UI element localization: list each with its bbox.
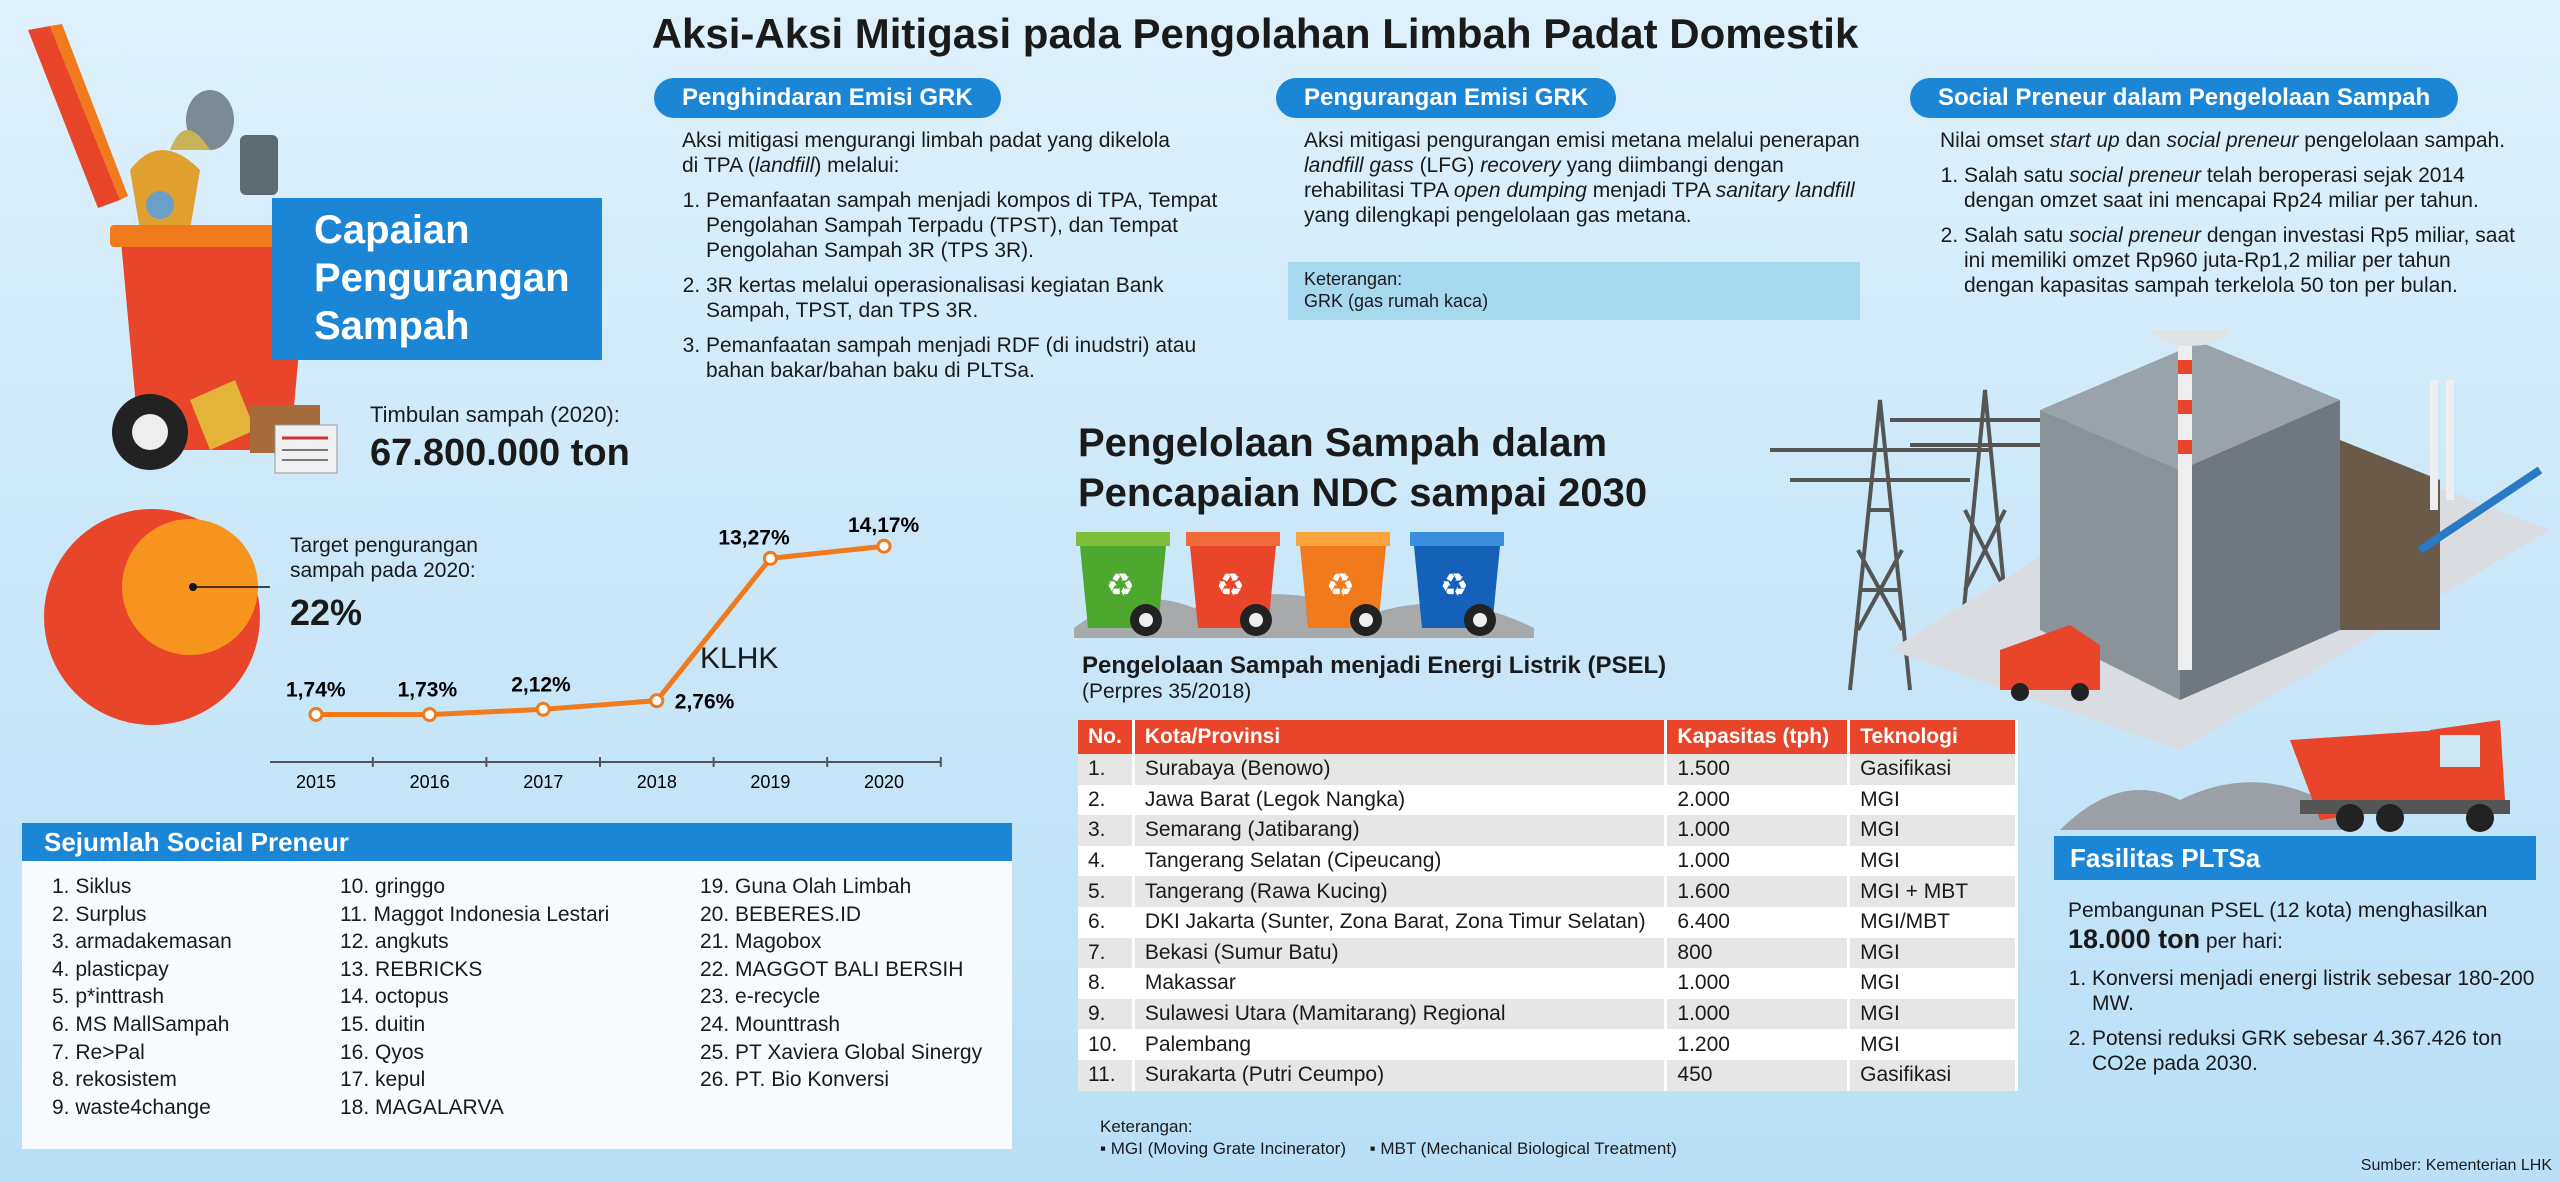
data-label: 13,27% [718,526,790,550]
penghindaran-item-2: 2. 3R kertas melalui operasionalisasi kegiatan Bank Sampah, TPST, dan TPS 3R. [706,273,1232,323]
psel-table [1078,720,2018,1091]
psel-cell-kota: Semarang (Jatibarang) [1135,815,1668,846]
list-item: 11. Maggot Indonesia Lestari [340,902,610,926]
list-item: 14. octopus [340,985,449,1009]
penghindaran-heading: Penghindaran Emisi GRK [654,78,1001,118]
ndc-heading [1078,418,1647,518]
pengurangan-text: Aksi mitigasi pengurangan emisi metana melalui penerapan landfill gass (LFG) recovery yang diimbangi dengan rehabilitasi TPA open dumping menjadi TPA sanitary landfill yang dilengkapi pengelolaan gas metana. [1304,129,1860,227]
ndc-heading-line-1: Pengelolaan Sampah dalam [1078,421,1608,465]
pengurangan-heading: Pengurangan Emisi GRK [1276,78,1616,118]
psel-col-teknologi: Teknologi [1850,720,2018,754]
list-item: 1. Siklus [52,875,132,898]
list-item: 21. Magobox [700,930,822,954]
pltsa-value-suffix: per hari: [2200,930,2283,953]
capaian-heading-line-2: Pengurangan [314,256,570,300]
pltsa-item-1: 1. Konversi menjadi energi listrik sebesar 180-200 MW. [2092,966,2538,1016]
x-tick-label: 2020 [864,772,905,792]
x-tick-label: 2015 [296,772,337,792]
psel-cell-teknologi: MGI/MBT [1850,907,2018,938]
psel-cell-no: 1. [1078,754,1135,785]
psel-cell-kota: Bekasi (Sumur Batu) [1135,938,1668,969]
list-item: 7. Re>Pal [52,1040,145,1064]
svg-text:♻: ♻ [1216,566,1245,604]
psel-cell-no: 2. [1078,785,1135,816]
table-row [1078,754,2018,785]
social-item-1: 1. Salah satu social preneur telah beroperasi sejak 2014 dengan omzet saat ini mencapai Rp24 miliar per tahun. [1964,163,2524,213]
svg-text:♻: ♻ [1440,566,1469,604]
psel-cell-teknologi: MGI [1850,968,2018,999]
table-row [1078,1060,2018,1091]
psel-cell-kapasitas: 800 [1667,938,1850,969]
social-preneur-list-heading: Sejumlah Social Preneur [22,823,1012,861]
list-item: 12. angkuts [340,930,449,954]
psel-cell-kapasitas: 450 [1667,1060,1850,1091]
pltsa-heading: Fasilitas PLTSa [2054,836,2536,880]
psel-cell-kapasitas: 1.600 [1667,876,1850,907]
x-tick-label: 2018 [636,772,677,792]
psel-table-title: Pengelolaan Sampah menjadi Energi Listrik (PSEL) [1082,652,1667,679]
data-label: 2,12% [511,673,571,697]
penghindaran-text [682,128,1232,393]
penghindaran-item-3: 3. Pemanfaatan sampah menjadi RDF (di inudstri) atau bahan bakar/bahan baku di PLTSa. [706,333,1232,383]
recycle-bin-icon [1074,528,1534,643]
capaian-heading-box [272,198,602,360]
list-item: 5. p*inttrash [52,985,165,1009]
list-item: 4. plasticpay [52,957,169,981]
social-preneur-column-3 [700,873,982,1094]
target-label-line-1: Target pengurangan [290,534,478,557]
psel-cell-kota: Sulawesi Utara (Mamitarang) Regional [1135,999,1668,1030]
data-label: 2,76% [674,690,735,714]
psel-cell-teknologi: MGI [1850,1029,2018,1060]
chart-label-klhk: KLHK [700,642,779,675]
pltsa-item-2: 2. Potensi reduksi GRK sebesar 4.367.426 ton CO2e pada 2030. [2092,1026,2538,1076]
psel-cell-kapasitas: 2.000 [1667,785,1850,816]
x-tick-label: 2017 [523,772,564,792]
factory-icon [1880,330,2560,750]
svg-text:♻: ♻ [1326,566,1355,604]
ndc-note [1100,1116,1677,1160]
data-label: 1,74% [286,678,346,702]
psel-cell-no: 10. [1078,1029,1135,1060]
table-row [1078,876,2018,907]
data-point [764,552,776,564]
psel-cell-no: 8. [1078,968,1135,999]
penghindaran-intro-1: Aksi mitigasi mengurangi limbah padat yang dikelola [682,129,1170,152]
pengurangan-note [1288,262,1860,320]
pengurangan-note-title: Keterangan: [1304,269,1403,289]
psel-table-header [1078,720,2018,754]
target-value: 22% [290,592,363,633]
social-preneur-column-2 [340,873,609,1121]
list-item: 6. MS MallSampah [52,1012,230,1036]
psel-cell-kapasitas: 1.500 [1667,754,1850,785]
pltsa-value-line [2068,924,2538,954]
psel-cell-kota: Makassar [1135,968,1668,999]
psel-cell-kota: Palembang [1135,1029,1668,1060]
data-point [537,703,549,715]
capaian-heading-line-3: Sampah [314,304,470,348]
psel-cell-kota: Tangerang Selatan (Cipeucang) [1135,846,1668,877]
table-row [1078,1029,2018,1060]
table-row [1078,999,2018,1030]
table-row [1078,938,2018,969]
psel-cell-teknologi: MGI [1850,999,2018,1030]
list-item: 3. armadakemasan [52,930,232,954]
social-intro: Nilai omset start up dan social preneur pengelolaan sampah. [1940,129,2506,152]
list-item: 15. duitin [340,1012,426,1036]
data-point [424,709,436,721]
page-title: Aksi-Aksi Mitigasi pada Pengolahan Limbah Padat Domestik [651,10,1859,57]
list-item: 13. REBRICKS [340,957,483,981]
list-item: 10. gringgo [340,875,446,898]
list-item: 25. PT Xaviera Global Sinergy [700,1040,983,1064]
psel-cell-no: 7. [1078,938,1135,969]
timbulan-value: 67.800.000 ton [370,432,630,474]
psel-cell-kota: Jawa Barat (Legok Nangka) [1135,785,1668,816]
svg-text:♻: ♻ [1106,566,1135,604]
psel-cell-no: 3. [1078,815,1135,846]
psel-cell-kota: DKI Jakarta (Sunter, Zona Barat, Zona Timur Selatan) [1135,907,1668,938]
psel-cell-no: 4. [1078,846,1135,877]
psel-cell-kapasitas: 1.000 [1667,968,1850,999]
social-item-2: 2. Salah satu social preneur dengan investasi Rp5 miliar, saat ini memiliki omzet Rp960 juta-Rp1,2 miliar per tahun dengan kapasitas sampah terkelola 50 ton per bulan. [1964,223,2524,298]
psel-cell-teknologi: Gasifikasi [1850,1060,2018,1091]
psel-cell-kapasitas: 1.000 [1667,846,1850,877]
psel-cell-no: 9. [1078,999,1135,1030]
psel-col-no: No. [1078,720,1135,754]
list-item: 23. e-recycle [700,985,821,1009]
table-row [1078,907,2018,938]
psel-cell-kapasitas: 1.200 [1667,1029,1850,1060]
psel-cell-no: 6. [1078,907,1135,938]
psel-cell-kapasitas: 6.400 [1667,907,1850,938]
psel-cell-teknologi: MGI [1850,846,2018,877]
penghindaran-item-1: 1. Pemanfaatan sampah menjadi kompos di TPA, Tempat Pengolahan Sampah Terpadu (TPST), dan Tempat Pengolahan Sampah 3R (TPS 3R). [706,188,1232,263]
psel-cell-kapasitas: 1.000 [1667,999,1850,1030]
psel-cell-no: 5. [1078,876,1135,907]
psel-table-subtitle: (Perpres 35/2018) [1082,680,1252,703]
pltsa-value: 18.000 ton [2068,924,2201,954]
data-point [310,708,322,720]
social-heading: Social Preneur dalam Pengelolaan Sampah [1910,78,2458,118]
list-item: 8. rekosistem [52,1068,177,1092]
list-item: 16. Qyos [340,1040,425,1064]
psel-cell-teknologi: Gasifikasi [1850,754,2018,785]
ndc-note-title: Keterangan: [1100,1117,1193,1136]
list-item: 19. Guna Olah Limbah [700,875,912,898]
psel-cell-teknologi: MGI [1850,815,2018,846]
list-item: 24. Mounttrash [700,1012,841,1036]
list-item: 22. MAGGOT BALI BERSIH [700,957,964,981]
table-row [1078,846,2018,877]
psel-cell-kota: Surakarta (Putri Ceumpo) [1135,1060,1668,1091]
pltsa-intro: Pembangunan PSEL (12 kota) menghasilkan [2068,899,2488,922]
psel-col-kota: Kota/Provinsi [1135,720,1668,754]
target-pie-icon [40,505,270,730]
data-point [651,695,663,707]
data-label: 1,73% [397,678,458,702]
ndc-note-1: MGI (Moving Grate Incinerator) [1110,1139,1346,1158]
psel-col-kapasitas: Kapasitas (tph) [1667,720,1850,754]
ndc-heading-line-2: Pencapaian NDC sampai 2030 [1078,471,1648,515]
social-preneur-column-1 [52,873,232,1121]
psel-cell-kota: Surabaya (Benowo) [1135,754,1668,785]
x-tick-label: 2019 [750,772,791,792]
psel-cell-teknologi: MGI + MBT [1850,876,2018,907]
ndc-note-2: MBT (Mechanical Biological Treatment) [1380,1139,1677,1158]
table-row [1078,785,2018,816]
penghindaran-intro-2: di TPA (landfill) melalui: [682,154,900,177]
list-item: 18. MAGALARVA [340,1095,504,1119]
list-item: 9. waste4change [52,1095,211,1119]
list-item: 17. kepul [340,1068,426,1092]
table-row [1078,815,2018,846]
psel-cell-no: 11. [1078,1060,1135,1091]
capaian-heading-line-1: Capaian [314,208,470,252]
klhk-line-chart [260,495,960,795]
pltsa-text [2068,898,2538,1086]
psel-cell-teknologi: MGI [1850,785,2018,816]
source-label: Sumber: Kementerian LHK [2360,1157,2552,1174]
data-label: 14,17% [848,514,920,538]
psel-cell-kota: Tangerang (Rawa Kucing) [1135,876,1668,907]
psel-cell-teknologi: MGI [1850,938,2018,969]
x-tick-label: 2016 [409,772,450,792]
garbage-truck-icon [2060,700,2550,840]
target-label-line-2: sampah pada 2020: [290,559,476,582]
list-item: 20. BEBERES.ID [700,902,862,926]
table-row [1078,968,2018,999]
list-item: 26. PT. Bio Konversi [700,1068,890,1092]
ndc-note-items: ▪ MGI (Moving Grate Incinerator) ▪ MBT (Mechanical Biological Treatment) [1100,1139,1677,1158]
list-item: 2. Surplus [52,902,147,926]
social-text [1940,128,2540,308]
pengurangan-note-text: GRK (gas rumah kaca) [1304,291,1489,311]
psel-cell-kapasitas: 1.000 [1667,815,1850,846]
timbulan-label: Timbulan sampah (2020): [370,402,620,427]
data-point [878,540,890,552]
